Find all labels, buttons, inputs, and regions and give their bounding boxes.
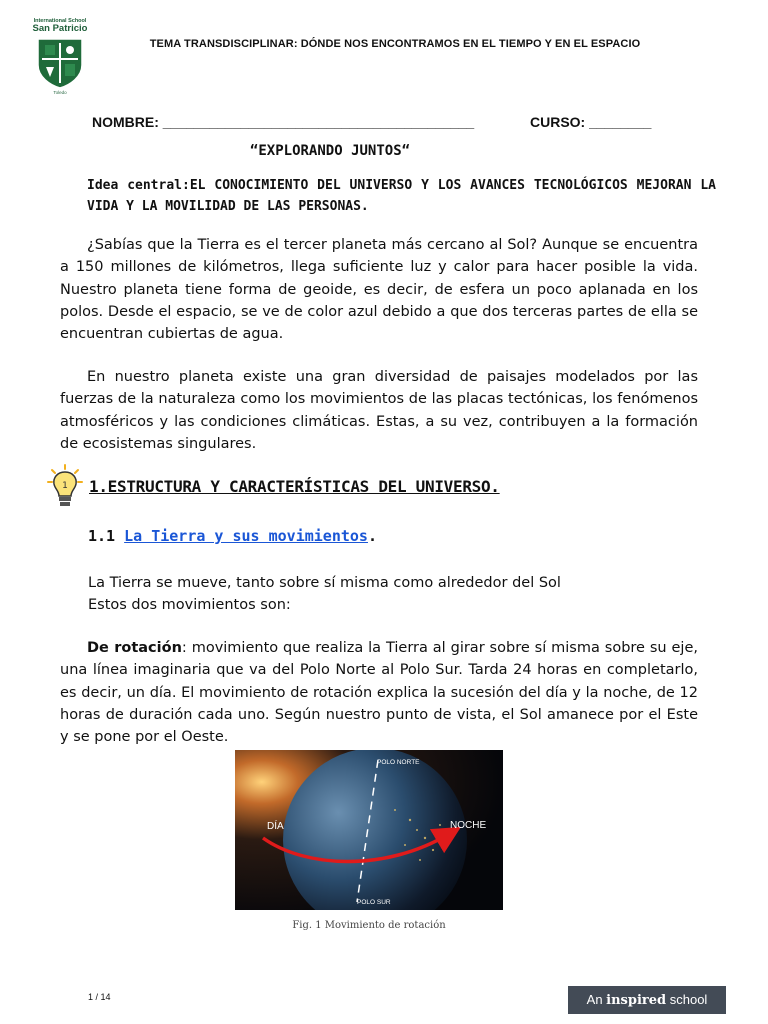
label-night: NOCHE xyxy=(450,820,487,831)
rotation-text: : movimiento que realiza la Tierra al girar sobre sí misma sobre su eje, una línea imaginaria que va del Polo Norte al Polo Sur. Tarda 24 horas en completarlo, es decir, un día. El movimiento de rotación explica la sucesión del día y la noche, de 12 horas de duración cada uno. Según nuestro punto de vista, el Sol amanece por el Este y se pone por el Oeste. xyxy=(60,640,698,746)
bulb-number: 1 xyxy=(62,481,68,491)
logo-line3: Toledo xyxy=(53,90,67,95)
header-topic: TEMA TRANSDISCIPLINAR: DÓNDE NOS ENCONTRAMOS EN EL TIEMPO Y EN EL ESPACIO xyxy=(149,38,641,50)
brand-post: school xyxy=(666,992,708,1007)
figure-caption: Fig. 1 Movimiento de rotación xyxy=(292,920,446,931)
subsection-number: 1.1 xyxy=(88,527,116,545)
nombre-field: NOMBRE: ________________________________________ xyxy=(92,114,475,130)
text-line-1: La Tierra se mueve, tanto sobre sí misma como alrededor del Sol xyxy=(88,575,561,591)
shield-icon xyxy=(36,37,84,89)
label-north: POLO NORTE xyxy=(377,759,420,766)
section-title: 1.ESTRUCTURA Y CARACTERÍSTICAS DEL UNIVERSO. xyxy=(89,477,500,496)
label-day: DÍA xyxy=(267,821,284,832)
subsection-heading xyxy=(88,527,377,545)
paragraph-2: En nuestro planeta existe una gran diversidad de paisajes modelados por las fuerzas de la naturaleza como los movimientos de las placas tectónicas, los fenómenos atmosféricos y las condiciones climáticas. Estas, a su vez, contribuyen a la formación de ecosistemas singulares. xyxy=(60,369,698,452)
logo-line1: International School xyxy=(33,18,87,24)
page-number: 1 / 14 xyxy=(88,992,111,1002)
lightbulb-icon xyxy=(46,464,84,510)
central-idea: Idea central:EL CONOCIMIENTO DEL UNIVERSO Y LOS AVANCES TECNOLÓGICOS MEJORAN LA VIDA Y LA MOVILIDAD DE LAS PERSONAS. xyxy=(87,178,716,214)
brand-em: inspired xyxy=(606,993,667,1008)
label-south: POLO SUR xyxy=(357,899,391,906)
rotation-paragraph xyxy=(60,637,698,748)
subsection-link[interactable]: La Tierra y sus movimientos xyxy=(124,527,368,545)
rotation-term: De rotación xyxy=(87,640,182,656)
subsection-end: . xyxy=(367,527,377,545)
text-line-2: Estos dos movimientos son: xyxy=(88,597,291,613)
footer-brand xyxy=(568,986,726,1014)
page-title: “EXPLORANDO JUNTOS“ xyxy=(249,143,411,159)
logo-line2: San Patricio xyxy=(32,23,88,34)
rotation-figure xyxy=(235,750,503,910)
school-logo xyxy=(30,18,90,96)
paragraph-1: ¿Sabías que la Tierra es el tercer planeta más cercano al Sol? Aunque se encuentra a 150 millones de kilómetros, llega suficiente luz y calor para hacer posible la vida. Nuestro planeta tiene forma de geoide, es decir, de esfera un poco aplanada en los polos. Desde el espacio, se ve de color azul debido a que dos terceras partes de ella se encuentran cubiertas de agua. xyxy=(60,237,698,343)
curso-field: CURSO: ________ xyxy=(530,114,652,130)
brand-pre: An xyxy=(586,992,607,1007)
